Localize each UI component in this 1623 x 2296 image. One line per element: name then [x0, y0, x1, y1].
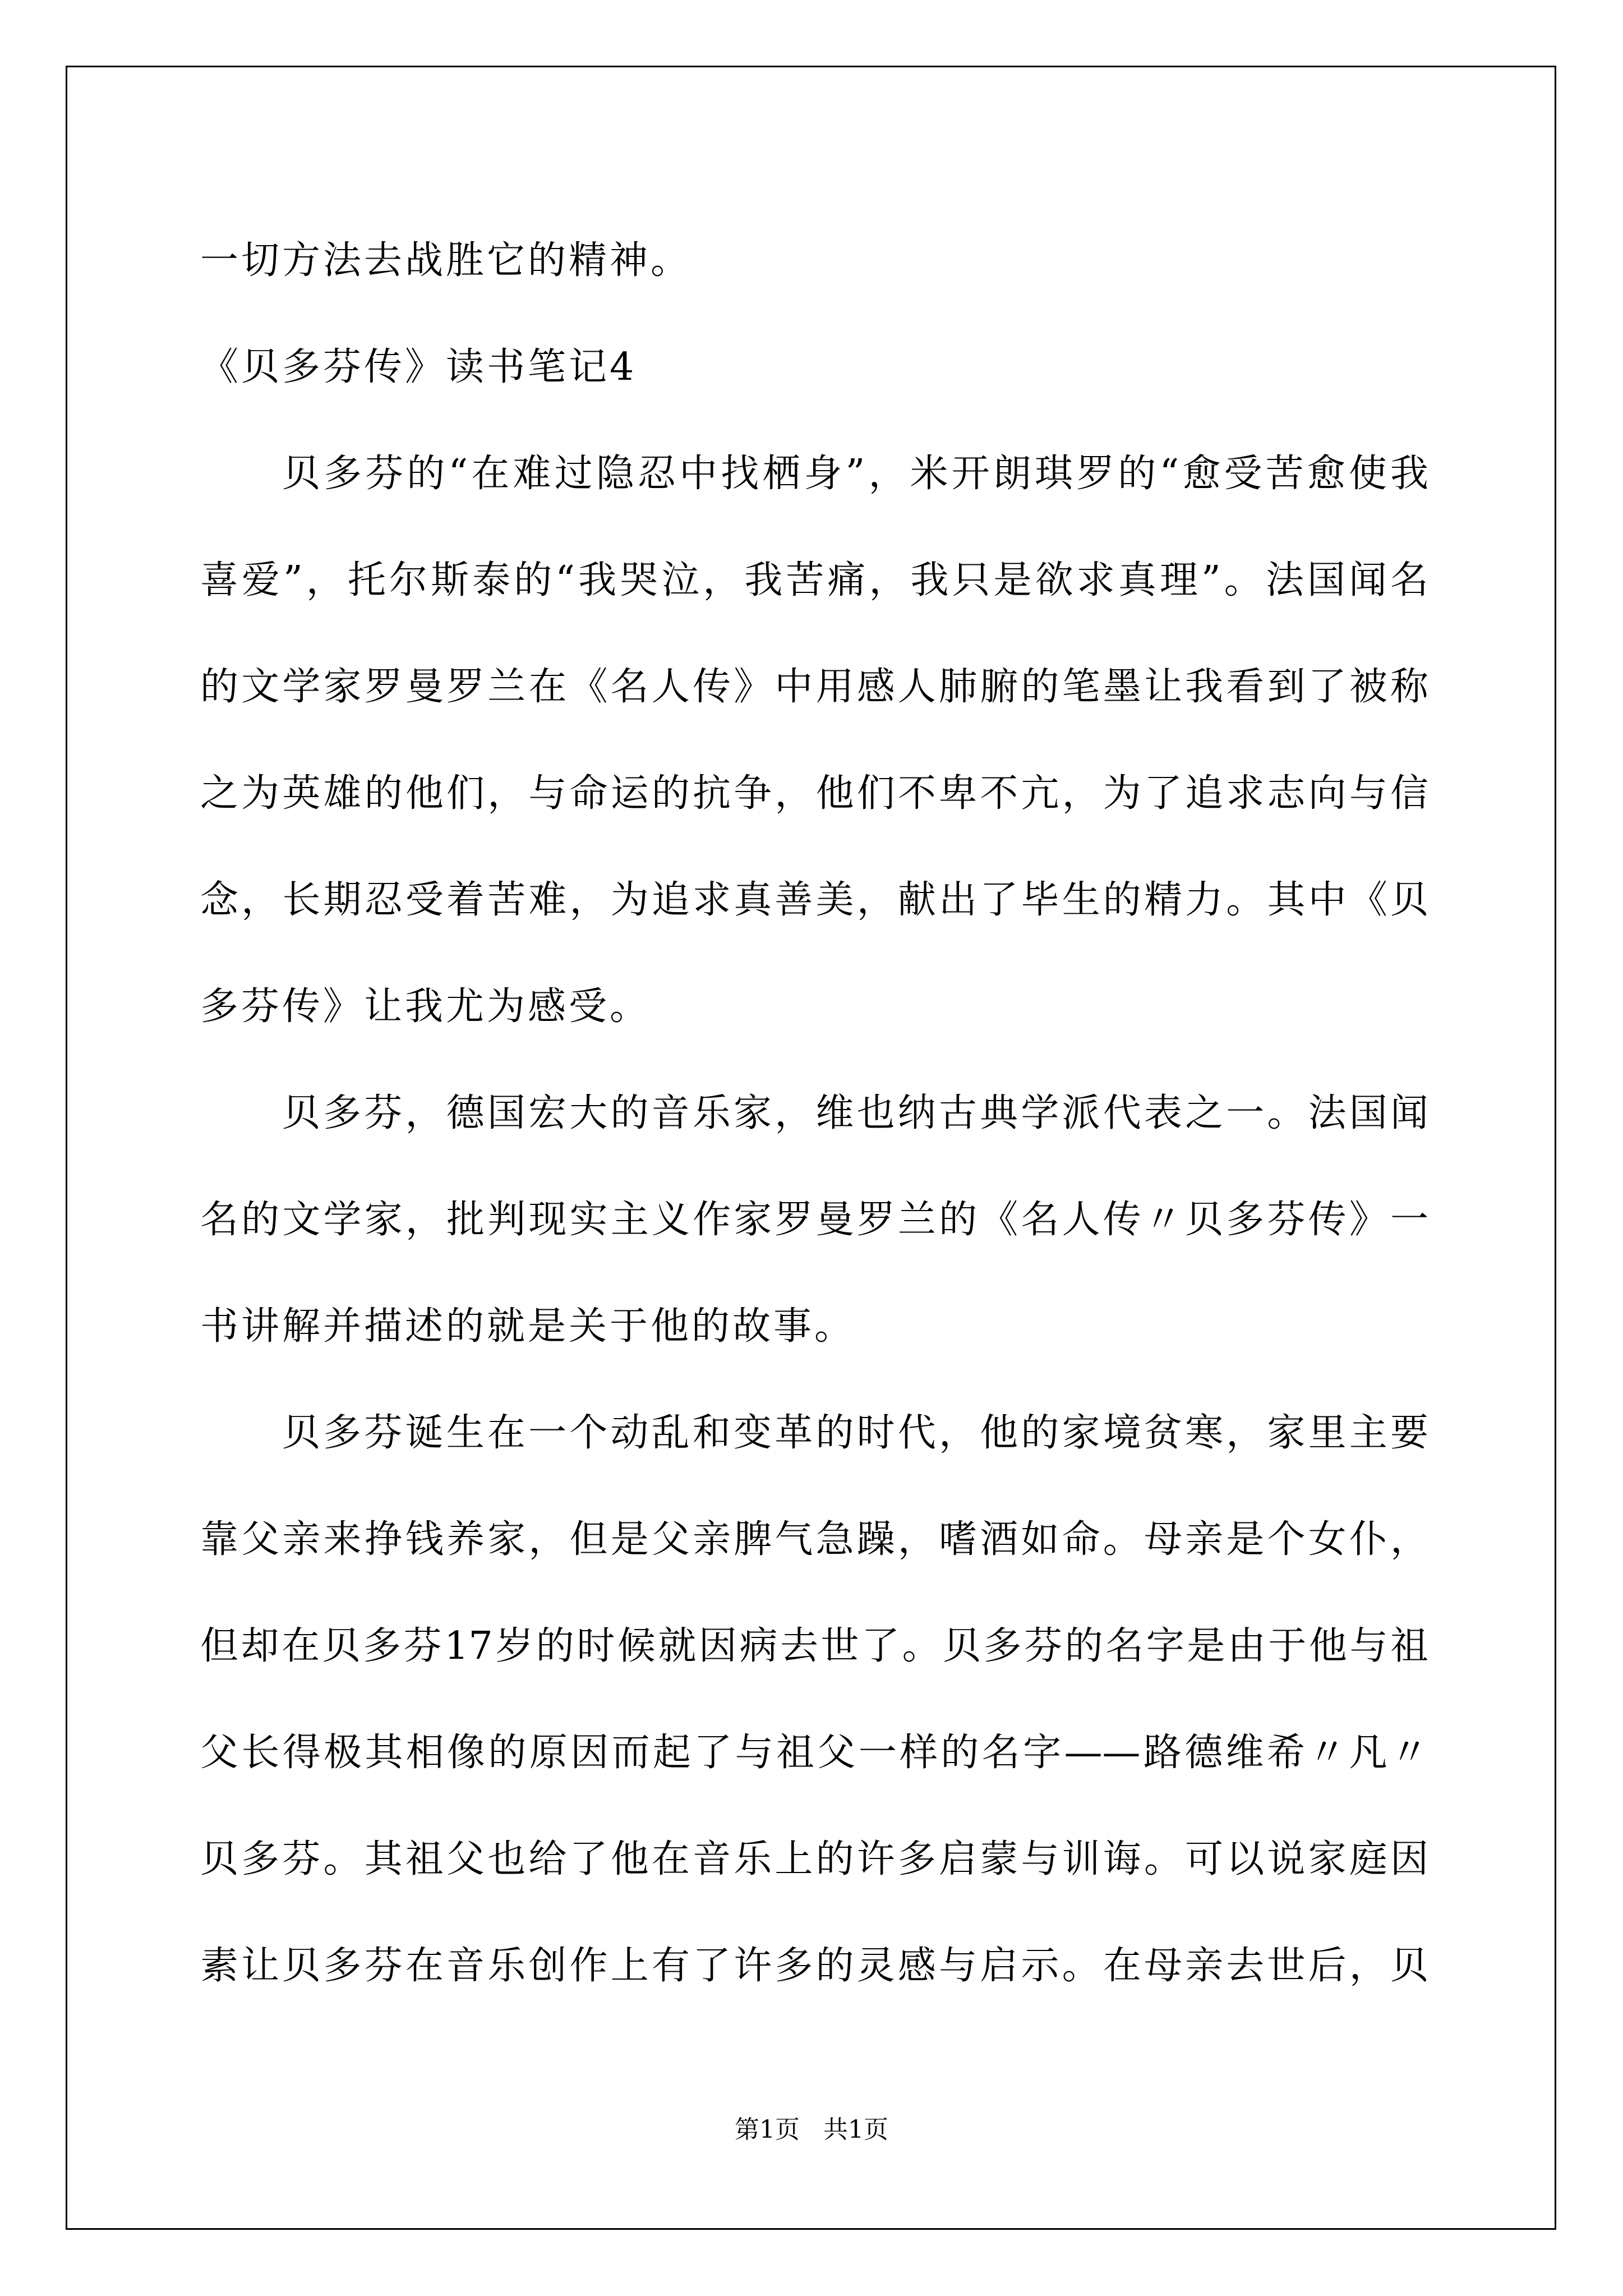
text-line: 贝多芬，德国宏大的音乐家，维也纳古典学派代表之一。法国闻	[282, 1091, 1428, 1135]
text-line: 一切方法去战胜它的精神。	[200, 238, 692, 283]
text-line: 贝多芬的“在难过隐忍中找栖身”，米开朗琪罗的“愈受苦愈使我	[282, 452, 1428, 496]
text-line: 贝多芬诞生在一个动乱和变革的时代，他的家境贫寒，家里主要	[282, 1411, 1428, 1455]
section-heading: 《贝多芬传》读书笔记4	[200, 345, 637, 389]
text-line: 素让贝多芬在音乐创作上有了许多的灵感与启示。在母亲去世后，贝	[200, 1944, 1428, 1988]
text-line: 贝多芬。其祖父也给了他在音乐上的许多启蒙与训诲。可以说家庭因	[200, 1837, 1428, 1881]
text-line: 多芬传》让我尤为感受。	[200, 984, 651, 1029]
text-line: 的文学家罗曼罗兰在《名人传》中用感人肺腑的笔墨让我看到了被称	[200, 665, 1428, 709]
page-footer	[0, 2109, 1623, 2145]
text-line: 名的文学家，批判现实主义作家罗曼罗兰的《名人传〃贝多芬传》一	[200, 1198, 1428, 1242]
page-number: 第1页	[735, 2115, 800, 2144]
page-total: 共1页	[823, 2115, 888, 2144]
text-line: 靠父亲来挣钱养家，但是父亲脾气急躁，嗜酒如命。母亲是个女仆，	[200, 1517, 1428, 1562]
text-line: 书讲解并描述的就是关于他的故事。	[200, 1304, 856, 1349]
text-line: 父长得极其相像的原因而起了与祖父一样的名字——路德维希〃凡〃	[200, 1731, 1428, 1775]
document-body	[200, 208, 1428, 2019]
text-line: 但却在贝多芬17岁的时候就因病去世了。贝多芬的名字是由于他与祖	[200, 1624, 1428, 1668]
text-line: 喜爱”，托尔斯泰的“我哭泣，我苦痛，我只是欲求真理”。法国闻名	[200, 558, 1428, 602]
text-line: 念，长期忍受着苦难，为追求真善美，献出了毕生的精力。其中《贝	[200, 878, 1428, 922]
text-line: 之为英雄的他们，与命运的抗争，他们不卑不亢，为了追求志向与信	[200, 771, 1428, 816]
